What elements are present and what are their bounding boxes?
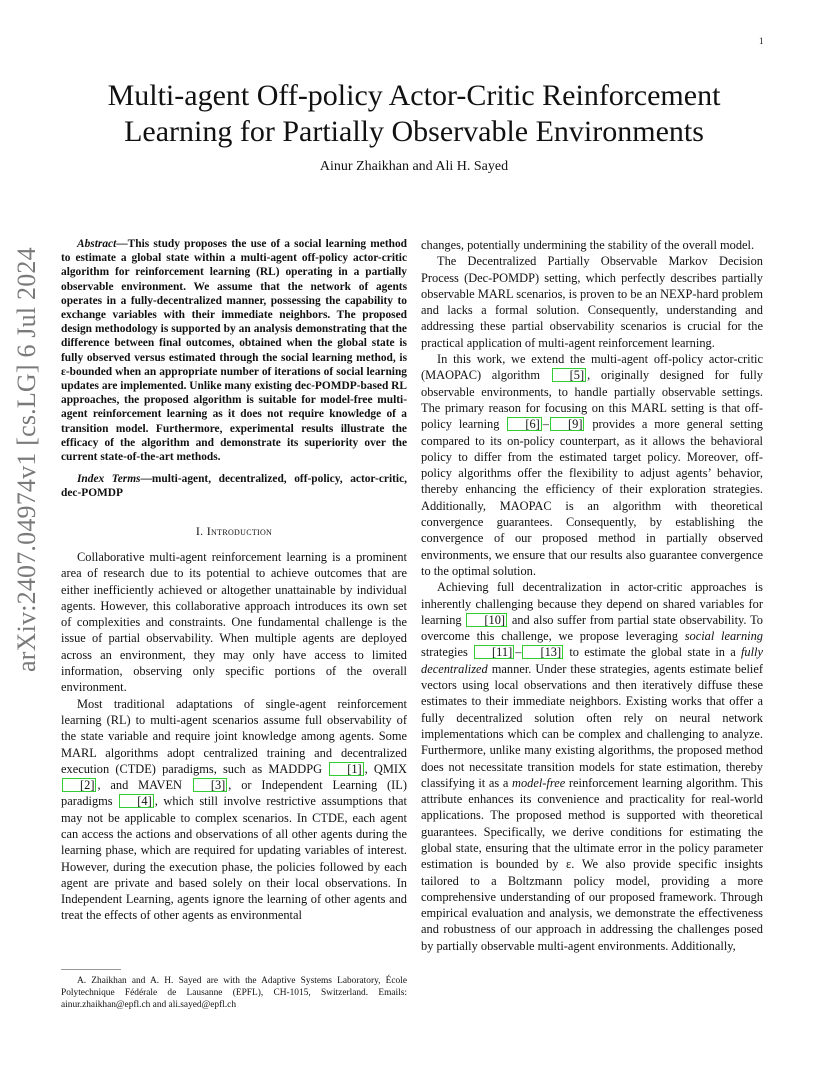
abstract-lead: Abstract	[77, 238, 117, 250]
text-run: In this work, we extend the multi-agent off-policy actor-critic (MAOPAC) algorithm	[421, 352, 763, 383]
text-run: and also suffer from partial state observability. To overcome this challenge, we propose leveraging	[421, 612, 763, 644]
paragraph-this-work	[421, 351, 763, 579]
index-terms-text: —multi-agent, decentralized, off-policy, actor-critic, dec-POMDP	[61, 473, 407, 500]
text-run: –	[515, 645, 522, 660]
paragraph-dec-pomdp: The Decentralized Partially Observable Markov Decision Process (Dec-POMDP) setting, which perfectly describes partially observable MARL scenarios, is proven to be an NEXP-hard problem and lacks a formal solution. Consequently, understanding and addressing these partial observability scenarios is crucial for the practical application of multi-agent reinforcement learning.	[421, 254, 763, 350]
section-numeral: I.	[195, 523, 204, 538]
text-run: Most traditional adaptations of single-agent reinforcement learning (RL) to multi-agent scenarios assume full observability of the state variable and require joint knowledge among agents. Some MARL algorithms adopt centralized training and decentralized execution (CTDE) paradigms, such as MADDPG	[61, 696, 407, 776]
index-terms	[61, 472, 407, 500]
footnote	[61, 975, 407, 1011]
text-run: to estimate the global state in a	[564, 645, 741, 660]
text-run: strategies	[421, 645, 474, 660]
text-run: Achieving full decentralization in actor-critic approaches is inherently challenging because they depend on shared variables for learning	[421, 580, 763, 627]
section-title: Introduction	[206, 523, 273, 538]
title-line-1: Multi-agent Off-policy Actor-Critic Reinforcement	[107, 79, 721, 112]
title-line-2: Learning for Partially Observable Environments	[124, 115, 704, 148]
arxiv-identifier: arXiv:2407.04974v1 [cs.LG] 6 Jul 2024	[12, 247, 41, 672]
paragraph-continuation: changes, potentially undermining the stability of the overall model.	[421, 238, 755, 252]
paper-title	[60, 78, 768, 150]
citation-link[interactable]: [2]	[62, 778, 96, 792]
author-list: Ainur Zhaikhan and Ali H. Sayed	[319, 159, 509, 174]
citation-link[interactable]: [1]	[329, 762, 363, 776]
citation-link[interactable]: [6]	[507, 417, 541, 431]
abstract-text: —This study proposes the use of a social learning method to estimate a global state within a multi-agent off-policy actor-critic algorithm for reinforcement learning (RL) operating in a partially observable environment. We assume that the network of agents operates in a fully-decentralized manner, possessing the capability to exchange variables with their immediate neighbors. The proposed design methodology is supported by an analysis demonstrating that the difference between final outcomes, obtained when the global state is fully observed versus estimated through the social learning method, is ε-bounded when an appropriate number of iterations of social learning updates are implemented. Unlike many existing dec-POMDP-based RL approaches, the proposed algorithm is suitable for model-free multi-agent reinforcement learning as it does not require knowledge of a transition model. Furthermore, experimental results illustrate the efficacy of the algorithm and demonstrate its superiority over the current state-of-the-art methods.	[61, 238, 407, 464]
text-run: manner. Under these strategies, agents estimate belief vectors using local observations and then iteratively diffuse these estimates to their immediate neighbors. Existing works that offer a fully decentralized solution often rely on neural network implementations which can be complex and challenging to analyze. Furthermore, unlike many existing algorithms, the proposed method does not necessitate transition models for state estimation, thereby classifying it as a	[421, 661, 763, 790]
text-run: provides a more general setting compared to its on-policy counterpart, as it allows the behavioral policy to differ from the estimated target policy. Moreover, off-policy algorithms offer the flexibility to adjust agents’ behavior, thereby enhancing the efficiency of their exploration strategies. Additionally, MAOPAC is an algorithm with theoretical convergence guarantees. Consequently, by establishing the convergence of our proposed method in partially observed environments, we ensure that our results also guarantee convergence to the optimal solution.	[421, 417, 763, 578]
footnote-rule	[61, 969, 121, 970]
emphasis: social learning	[684, 629, 764, 644]
intro-paragraph-1: Collaborative multi-agent reinforcement learning is a prominent area of research due to its potential to achieve outcomes that are either inefficiently achieved or altogether unattainable by individual agents. However, this collaborative approach introduces its own set of complexities and constraints. One fundamental challenge is the issue of partial observability. When multiple agents are deployed across an environment, they may only have access to limited information, observing only specific portions of the overall environment.	[61, 549, 407, 695]
section-heading	[61, 523, 407, 539]
emphasis: model-free	[512, 775, 566, 790]
right-column	[421, 237, 763, 954]
text-run: , QMIX	[364, 761, 407, 776]
paragraph-decentralization	[421, 579, 763, 954]
emphasis: fully decentralized	[421, 645, 763, 676]
citation-link[interactable]: [11]	[474, 645, 514, 659]
text-run: –	[542, 417, 549, 432]
citation-link[interactable]: [4]	[119, 794, 153, 808]
left-column	[61, 237, 407, 924]
page-number: 1	[759, 36, 764, 46]
text-run: , which still involve restrictive assumptions that may not be applicable to complex scenarios. In CTDE, each agent can access the actions and observations of all other agents during the learning phase, which are required for updating variables of interest. However, during the execution phase, the policies followed by each agent are private and based solely on their local observations. In Independent Learning, agents ignore the learning of other agents and treat the effects of other agents as environmental	[61, 794, 407, 923]
text-run: reinforcement learning algorithm. This attribute enhances its convenience and practicality for real-world applications. The proposed method is supported with theoretical guarantees. Specifically, we derive conditions for estimating the global state, ensuring that the ultimate error in the policy parameter estimation is bounded by ε. We also provide specific insights tailored to a Boltzmann policy model, providing a more comprehensive understanding of our proposed framework. Through empirical evaluation and analysis, we demonstrate the effectiveness and robustness of our approach in addressing the challenges posed by partially observable multi-agent environments. Additionally,	[421, 775, 763, 953]
citation-link[interactable]: [13]	[522, 645, 563, 659]
index-terms-lead: Index Terms	[77, 473, 141, 486]
citation-link[interactable]: [5]	[552, 368, 586, 382]
footnote-text: A. Zhaikhan and A. H. Sayed are with the Adaptive Systems Laboratory, École Polytechnique Fédérale de Lausanne (EPFL), CH-1015, Switzerland. Emails: ainur.zhaikhan@epfl.ch and ali.sayed@epfl.ch	[61, 976, 407, 1010]
citation-link[interactable]: [10]	[466, 613, 507, 627]
abstract	[61, 237, 407, 464]
citation-link[interactable]: [9]	[550, 417, 584, 431]
text-run: , and MAVEN	[97, 778, 192, 793]
text-run: , originally designed for fully observable environments, to handle partially observable settings. The primary reason for focusing on this MARL setting is that off-policy learning	[421, 368, 763, 432]
text-run: , or Independent Learning (IL) paradigms	[61, 778, 407, 809]
citation-link[interactable]: [3]	[193, 778, 227, 792]
intro-paragraph-2	[61, 696, 407, 924]
